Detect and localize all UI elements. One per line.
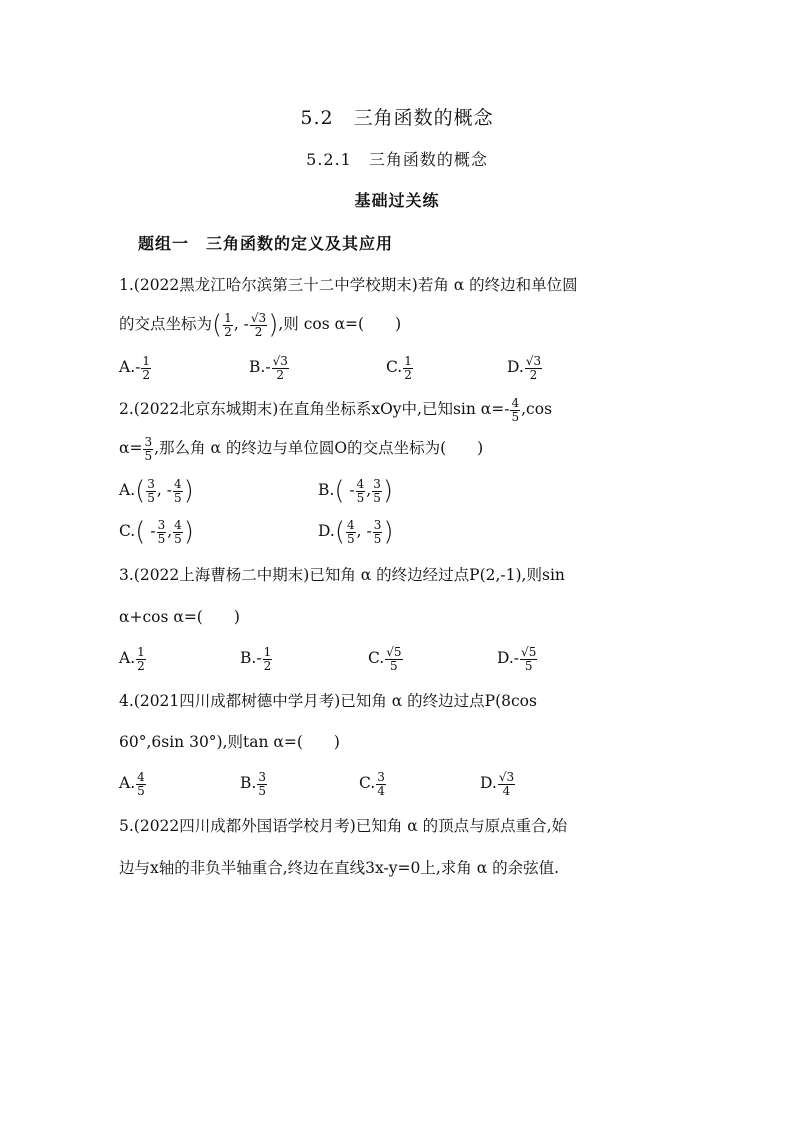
q4-option-d: D. $\frac{√3}{4}$	[480, 769, 515, 798]
q3-option-c: C. $\frac{√5}{5}$	[368, 644, 402, 673]
q3-line1: 3.(2022上海曹杨二中期末)已知角 α 的终边经过点P(2,-1),则sin	[119, 566, 565, 584]
fraction: $\frac{3}{5}$	[147, 476, 155, 505]
q2-option-d: D.( $\frac{4}{5}$ , - $\frac{3}{5}$ )	[318, 517, 394, 547]
q3-option-a: A. $\frac{1}{2}$	[119, 644, 145, 673]
q1-line2: 的交点坐标为( $\frac{1}{2}$ , - $\frac{√3}{2}$ ),则 cos α=( )	[119, 310, 402, 340]
q1-option-a: A.- $\frac{1}{2}$	[119, 353, 150, 382]
fraction: $\frac{√3}{4}$	[498, 769, 515, 798]
fraction: $\frac{√3}{2}$	[272, 353, 288, 382]
fraction: $\frac{4}{5}$	[511, 395, 520, 424]
fraction: $\frac{1}{2}$	[142, 353, 150, 382]
q2-line1: 2.(2022北京东城期末)在直角坐标系xOy中,已知sin α=- $\frac{4}{5}$ ,cos	[119, 395, 553, 424]
q3-option-b: B.- $\frac{1}{2}$	[240, 644, 272, 673]
q2-option-a: A.( $\frac{3}{5}$ , - $\frac{4}{5}$ )	[119, 476, 194, 506]
fraction: $\frac{3}{5}$	[258, 769, 266, 798]
fraction: $\frac{1}{2}$	[224, 310, 232, 339]
fraction: $\frac{4}{5}$	[346, 517, 355, 546]
q1-option-b: B.- $\frac{√3}{2}$	[249, 353, 288, 382]
fraction: $\frac{1}{2}$	[263, 644, 272, 673]
q4-line1: 4.(2021四川成都树德中学月考)已知角 α 的终边过点P(8cos	[119, 692, 537, 710]
q4-option-b: B. $\frac{3}{5}$	[240, 769, 266, 798]
q2-option-b: B.( - $\frac{4}{5}$ , $\frac{3}{5}$ )	[318, 476, 394, 506]
group-heading: 题组一 三角函数的定义及其应用	[138, 234, 394, 253]
subsection-title: 5.2.1 三角函数的概念	[306, 150, 488, 169]
fraction: $\frac{4}{5}$	[174, 476, 182, 505]
fraction: $\frac{√3}{2}$	[250, 310, 267, 339]
fraction: $\frac{3}{5}$	[373, 517, 382, 546]
exercise-level-heading: 基础过关练	[354, 191, 440, 210]
fraction: $\frac{3}{4}$	[377, 769, 385, 798]
q4-option-a: A. $\frac{4}{5}$	[119, 769, 145, 798]
fraction: $\frac{√3}{2}$	[525, 353, 542, 382]
q1-option-c: C. $\frac{1}{2}$	[386, 353, 412, 382]
fraction: $\frac{4}{5}$	[137, 769, 145, 798]
section-title: 5.2 三角函数的概念	[300, 107, 494, 129]
q4-line2: 60°,6sin 30°),则tan α=( )	[119, 733, 340, 751]
fraction: $\frac{1}{2}$	[137, 644, 145, 673]
q2-line2: α= $\frac{3}{5}$ ,那么角 α 的终边与单位圆O的交点坐标为( )	[119, 434, 484, 463]
fraction: $\frac{√5}{5}$	[521, 644, 537, 673]
q1-option-d: D. $\frac{√3}{2}$	[507, 353, 542, 382]
fraction: $\frac{3}{5}$	[157, 517, 166, 546]
fraction: $\frac{3}{5}$	[373, 476, 381, 505]
q3-option-d: D.- $\frac{√5}{5}$	[497, 644, 537, 673]
q2-option-c: C.( - $\frac{3}{5}$ , $\frac{4}{5}$ )	[119, 517, 194, 547]
q4-option-c: C. $\frac{3}{4}$	[359, 769, 385, 798]
q5-line1: 5.(2022四川成都外国语学校月考)已知角 α 的顶点与原点重合,始	[119, 817, 568, 835]
q1-line1: 1.(2022黑龙江哈尔滨第三十二中学校期末)若角 α 的终边和单位圆	[119, 276, 578, 294]
fraction: $\frac{1}{2}$	[404, 353, 412, 382]
fraction: $\frac{√5}{5}$	[386, 644, 402, 673]
q3-line2: α+cos α=( )	[119, 608, 240, 626]
q5-line2: 边与x轴的非负半轴重合,终边在直线3x-y=0上,求角 α 的余弦值.	[119, 859, 560, 877]
fraction: $\frac{4}{5}$	[174, 517, 182, 546]
fraction: $\frac{4}{5}$	[356, 476, 365, 505]
fraction: $\frac{3}{5}$	[144, 434, 153, 463]
